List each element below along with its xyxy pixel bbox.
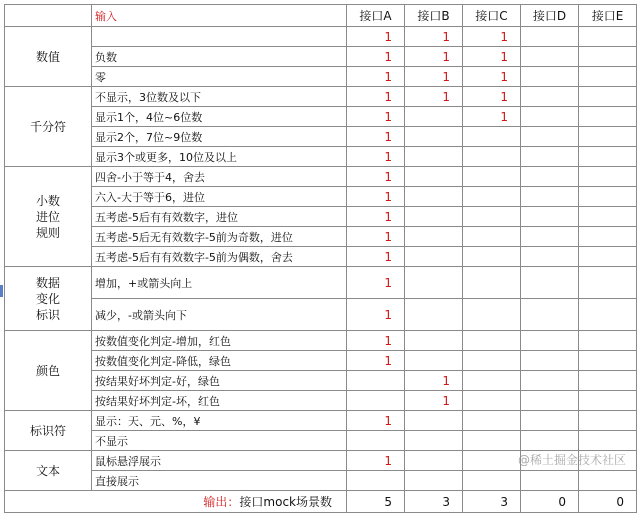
scenario-cell[interactable] xyxy=(521,411,579,431)
table-row xyxy=(5,391,637,411)
row-label[interactable]: 零 xyxy=(92,67,347,87)
row-label[interactable]: 五考虑-5后有有效数字-5前为偶数，舍去 xyxy=(92,247,347,267)
scenario-cell[interactable] xyxy=(463,431,521,451)
table-row xyxy=(5,87,637,107)
scenario-cell[interactable] xyxy=(463,391,521,411)
table-row xyxy=(5,331,637,351)
scenario-cell[interactable] xyxy=(405,227,463,247)
total-cell[interactable]: 5 xyxy=(347,491,405,513)
scenario-cell[interactable] xyxy=(521,431,579,451)
scenario-cell[interactable] xyxy=(463,227,521,247)
scenario-cell[interactable]: 1 xyxy=(347,47,405,67)
column-header-c[interactable]: 接口C xyxy=(463,5,521,27)
scenario-cell[interactable]: 1 xyxy=(405,87,463,107)
row-label[interactable]: 不显示 xyxy=(92,431,347,451)
category-data-change: 数据 变化 标识 xyxy=(5,267,92,331)
row-label[interactable]: 四舍-小于等于4，舍去 xyxy=(92,167,347,187)
scenario-cell[interactable] xyxy=(521,107,579,127)
scenario-cell[interactable]: 1 xyxy=(405,371,463,391)
output-label-main: 接口mock场景数 xyxy=(239,495,332,509)
scenario-cell[interactable]: 1 xyxy=(347,411,405,431)
total-cell[interactable]: 3 xyxy=(405,491,463,513)
scenario-cell[interactable] xyxy=(521,167,579,187)
scenario-cell[interactable] xyxy=(463,187,521,207)
scenario-cell[interactable] xyxy=(463,147,521,167)
row-label[interactable]: 显示1个，4位~6位数 xyxy=(92,107,347,127)
scenario-cell[interactable] xyxy=(579,127,637,147)
scenario-cell[interactable] xyxy=(463,127,521,147)
scenario-cell[interactable]: 1 xyxy=(347,227,405,247)
scenario-cell[interactable]: 1 xyxy=(347,147,405,167)
scenario-cell[interactable]: 1 xyxy=(347,267,405,299)
scenario-cell[interactable] xyxy=(405,331,463,351)
category-numeric: 数值 xyxy=(5,27,92,87)
row-label[interactable]: 负数 xyxy=(92,47,347,67)
row-label[interactable]: 按结果好坏判定-好，绿色 xyxy=(92,371,347,391)
scenario-cell[interactable] xyxy=(579,147,637,167)
scenario-cell[interactable]: 1 xyxy=(463,107,521,127)
scenario-cell[interactable]: 1 xyxy=(463,67,521,87)
table-row xyxy=(5,227,637,247)
output-label-prefix: 输出： xyxy=(203,495,240,509)
table-row xyxy=(5,167,637,187)
scenario-cell[interactable] xyxy=(579,187,637,207)
column-header-d[interactable]: 接口D xyxy=(521,5,579,27)
table-row xyxy=(5,107,637,127)
scenario-cell[interactable] xyxy=(405,431,463,451)
scenario-cell[interactable] xyxy=(579,391,637,411)
scenario-cell[interactable]: 1 xyxy=(347,299,405,331)
scenario-cell[interactable] xyxy=(463,371,521,391)
row-selection-marker xyxy=(0,285,3,297)
total-cell[interactable]: 3 xyxy=(463,491,521,513)
table-row xyxy=(5,67,637,87)
row-label[interactable]: 减少，-或箭头向下 xyxy=(92,299,347,331)
row-label[interactable]: 显示：天、元、%，¥ xyxy=(92,411,347,431)
scenario-cell[interactable]: 1 xyxy=(405,27,463,47)
table-row xyxy=(5,187,637,207)
scenario-cell[interactable] xyxy=(521,371,579,391)
scenario-cell[interactable] xyxy=(463,411,521,431)
table-row xyxy=(5,127,637,147)
scenario-cell[interactable] xyxy=(405,411,463,431)
scenario-cell[interactable] xyxy=(579,371,637,391)
scenario-cell[interactable] xyxy=(521,147,579,167)
table-row xyxy=(5,207,637,227)
footer-row xyxy=(5,491,637,513)
scenario-cell[interactable] xyxy=(405,147,463,167)
row-label[interactable]: 六入-大于等于6，进位 xyxy=(92,187,347,207)
row-label[interactable]: 直接展示 xyxy=(92,471,347,491)
table-row xyxy=(5,351,637,371)
scenario-cell[interactable]: 1 xyxy=(347,351,405,371)
scenario-cell[interactable] xyxy=(405,107,463,127)
category-color: 颜色 xyxy=(5,331,92,411)
scenario-cell[interactable]: 1 xyxy=(347,207,405,227)
scenario-cell[interactable]: 1 xyxy=(405,391,463,411)
scenario-cell[interactable] xyxy=(579,87,637,107)
scenario-cell[interactable] xyxy=(405,267,463,299)
scenario-cell[interactable] xyxy=(405,187,463,207)
scenario-cell[interactable] xyxy=(463,351,521,371)
scenario-cell[interactable] xyxy=(579,267,637,299)
watermark: @稀土掘金技术社区 xyxy=(517,453,626,467)
scenario-cell[interactable] xyxy=(521,47,579,67)
scenario-cell[interactable] xyxy=(579,299,637,331)
total-cell[interactable]: 0 xyxy=(521,491,579,513)
scenario-cell[interactable] xyxy=(463,247,521,267)
scenario-cell[interactable] xyxy=(521,391,579,411)
scenario-cell[interactable] xyxy=(405,299,463,331)
scenario-cell[interactable] xyxy=(579,107,637,127)
scenario-cell[interactable] xyxy=(579,47,637,67)
scenario-cell[interactable] xyxy=(521,331,579,351)
scenario-cell[interactable]: 1 xyxy=(347,127,405,147)
scenario-cell[interactable] xyxy=(579,27,637,47)
column-header-a[interactable]: 接口A xyxy=(347,5,405,27)
output-label xyxy=(5,491,347,513)
row-label[interactable]: 按数值变化判定-降低，绿色 xyxy=(92,351,347,371)
table-row xyxy=(5,47,637,67)
corner-cell xyxy=(5,5,92,27)
scenario-cell[interactable] xyxy=(521,207,579,227)
scenario-cell[interactable]: 1 xyxy=(405,67,463,87)
scenario-cell[interactable] xyxy=(463,451,521,471)
row-label[interactable]: 五考虑-5后有有效数字，进位 xyxy=(92,207,347,227)
row-label[interactable]: 不显示，3位数及以下 xyxy=(92,87,347,107)
table-row xyxy=(5,247,637,267)
column-header-e[interactable]: 接口E xyxy=(579,5,637,27)
row-label[interactable]: 按结果好坏判定-坏，红色 xyxy=(92,391,347,411)
scenario-cell[interactable] xyxy=(579,247,637,267)
scenario-cell[interactable] xyxy=(521,247,579,267)
scenario-cell[interactable] xyxy=(579,67,637,87)
scenario-cell[interactable] xyxy=(579,351,637,371)
scenario-cell[interactable] xyxy=(521,227,579,247)
row-label[interactable]: 增加，+或箭头向上 xyxy=(92,267,347,299)
table-row xyxy=(5,27,637,47)
category-text: 文本 xyxy=(5,451,92,491)
row-label[interactable]: 显示3个或更多，10位及以上 xyxy=(92,147,347,167)
scenario-cell[interactable] xyxy=(521,299,579,331)
scenario-cell[interactable] xyxy=(521,127,579,147)
scenario-cell[interactable]: 1 xyxy=(347,451,405,471)
scenario-cell[interactable] xyxy=(521,67,579,87)
scenario-cell[interactable] xyxy=(405,207,463,227)
scenario-cell[interactable] xyxy=(405,351,463,371)
scenario-cell[interactable] xyxy=(463,167,521,187)
scenario-cell[interactable] xyxy=(521,267,579,299)
table-row xyxy=(5,411,637,431)
scenario-cell[interactable] xyxy=(579,411,637,431)
row-label[interactable] xyxy=(92,27,347,47)
scenario-cell[interactable] xyxy=(579,431,637,451)
scenario-cell[interactable] xyxy=(521,187,579,207)
row-label[interactable]: 按数值变化判定-增加，红色 xyxy=(92,331,347,351)
table-row xyxy=(5,267,637,299)
scenario-cell[interactable] xyxy=(579,207,637,227)
scenario-cell[interactable]: 1 xyxy=(463,87,521,107)
scenario-cell[interactable] xyxy=(463,207,521,227)
scenario-cell[interactable]: 1 xyxy=(347,67,405,87)
scenario-cell[interactable] xyxy=(463,299,521,331)
scenario-cell[interactable]: 1 xyxy=(463,27,521,47)
row-label[interactable]: 鼠标悬浮展示 xyxy=(92,451,347,471)
scenario-cell[interactable] xyxy=(463,331,521,351)
scenario-cell[interactable]: 1 xyxy=(347,87,405,107)
scenario-cell[interactable] xyxy=(521,351,579,371)
scenario-cell[interactable] xyxy=(405,451,463,471)
scenario-cell[interactable]: 1 xyxy=(347,167,405,187)
scenario-cell[interactable] xyxy=(347,391,405,411)
scenario-cell[interactable]: 1 xyxy=(347,27,405,47)
scenario-cell[interactable]: 1 xyxy=(347,107,405,127)
scenario-cell[interactable] xyxy=(347,371,405,391)
scenario-cell[interactable]: 1 xyxy=(347,187,405,207)
scenario-cell[interactable] xyxy=(521,27,579,47)
header-row xyxy=(5,5,637,27)
table-row xyxy=(5,147,637,167)
scenario-cell[interactable] xyxy=(405,127,463,147)
scenario-cell[interactable] xyxy=(405,247,463,267)
scenario-cell[interactable]: 1 xyxy=(347,331,405,351)
row-label[interactable]: 五考虑-5后无有效数字-5前为奇数，进位 xyxy=(92,227,347,247)
category-thousands-separator: 千分符 xyxy=(5,87,92,167)
scenario-cell[interactable] xyxy=(405,167,463,187)
column-header-b[interactable]: 接口B xyxy=(405,5,463,27)
total-cell[interactable]: 0 xyxy=(579,491,637,513)
input-label: 输入 xyxy=(92,5,347,27)
scenario-cell[interactable] xyxy=(579,331,637,351)
scenario-cell[interactable] xyxy=(579,227,637,247)
category-decimal-rounding: 小数 进位 规则 xyxy=(5,167,92,267)
table-row xyxy=(5,371,637,391)
scenario-cell[interactable] xyxy=(463,267,521,299)
scenario-cell[interactable] xyxy=(347,431,405,451)
test-matrix-table xyxy=(4,4,637,513)
scenario-cell[interactable] xyxy=(521,87,579,107)
scenario-cell[interactable]: 1 xyxy=(347,247,405,267)
scenario-cell[interactable]: 1 xyxy=(405,47,463,67)
table-row xyxy=(5,431,637,451)
category-symbol: 标识符 xyxy=(5,411,92,451)
scenario-cell[interactable] xyxy=(579,167,637,187)
row-label[interactable]: 显示2个，7位~9位数 xyxy=(92,127,347,147)
scenario-cell[interactable]: 1 xyxy=(463,47,521,67)
table-row xyxy=(5,299,637,331)
